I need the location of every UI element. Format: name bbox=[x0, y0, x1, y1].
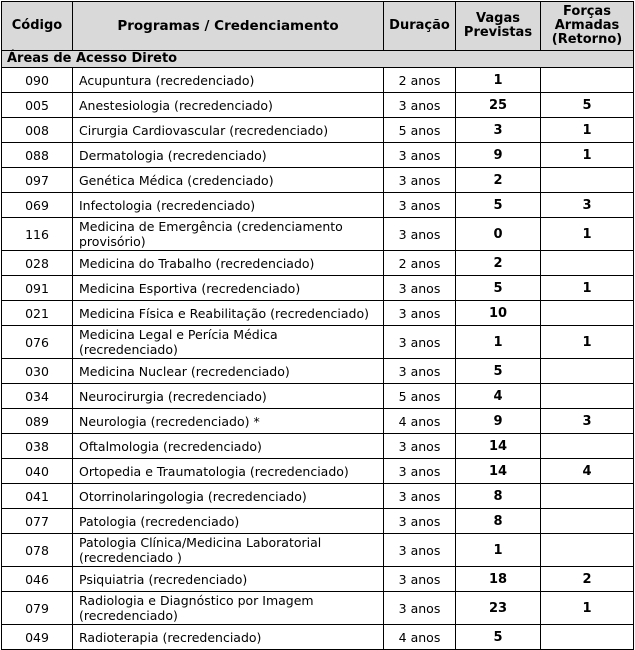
cell-forcas: 1 bbox=[541, 218, 634, 251]
cell-duracao: 2 anos bbox=[384, 68, 456, 93]
table-row bbox=[2, 68, 634, 93]
cell-duracao: 3 anos bbox=[384, 509, 456, 534]
cell-programa: Acupuntura (recredenciado) bbox=[73, 68, 384, 93]
programs-table bbox=[1, 1, 634, 650]
table-row bbox=[2, 251, 634, 276]
cell-codigo: 089 bbox=[2, 409, 73, 434]
cell-codigo: 090 bbox=[2, 68, 73, 93]
cell-programa: Ortopedia e Traumatologia (recredenciado) bbox=[73, 459, 384, 484]
table-row bbox=[2, 509, 634, 534]
cell-codigo: 005 bbox=[2, 93, 73, 118]
cell-forcas: 3 bbox=[541, 193, 634, 218]
cell-duracao: 3 anos bbox=[384, 93, 456, 118]
cell-duracao: 3 anos bbox=[384, 143, 456, 168]
cell-programa: Cirurgia Cardiovascular (recredenciado) bbox=[73, 118, 384, 143]
cell-duracao: 3 anos bbox=[384, 359, 456, 384]
cell-forcas: 1 bbox=[541, 592, 634, 625]
cell-duracao: 3 anos bbox=[384, 484, 456, 509]
cell-programa: Neurocirurgia (recredenciado) bbox=[73, 384, 384, 409]
cell-duracao: 3 anos bbox=[384, 326, 456, 359]
table-row bbox=[2, 301, 634, 326]
cell-forcas: 1 bbox=[541, 118, 634, 143]
section-row bbox=[2, 51, 634, 68]
cell-codigo: 034 bbox=[2, 384, 73, 409]
section-title: Áreas de Acesso Direto bbox=[2, 51, 634, 68]
cell-codigo: 088 bbox=[2, 143, 73, 168]
cell-codigo: 030 bbox=[2, 359, 73, 384]
cell-forcas bbox=[541, 534, 634, 567]
table-row bbox=[2, 276, 634, 301]
cell-codigo: 079 bbox=[2, 592, 73, 625]
cell-vagas: 1 bbox=[456, 534, 541, 567]
table-row bbox=[2, 218, 634, 251]
cell-programa: Neurologia (recredenciado) * bbox=[73, 409, 384, 434]
cell-duracao: 5 anos bbox=[384, 384, 456, 409]
table-row bbox=[2, 434, 634, 459]
cell-vagas: 5 bbox=[456, 193, 541, 218]
cell-codigo: 097 bbox=[2, 168, 73, 193]
table-row bbox=[2, 567, 634, 592]
cell-codigo: 116 bbox=[2, 218, 73, 251]
table-row bbox=[2, 409, 634, 434]
cell-vagas: 5 bbox=[456, 276, 541, 301]
header-duracao: Duração bbox=[384, 2, 456, 51]
cell-vagas: 23 bbox=[456, 592, 541, 625]
cell-programa: Radioterapia (recredenciado) bbox=[73, 625, 384, 650]
cell-duracao: 3 anos bbox=[384, 592, 456, 625]
header-codigo: Código bbox=[2, 2, 73, 51]
cell-forcas: 1 bbox=[541, 143, 634, 168]
cell-vagas: 3 bbox=[456, 118, 541, 143]
cell-vagas: 2 bbox=[456, 251, 541, 276]
cell-duracao: 3 anos bbox=[384, 193, 456, 218]
cell-duracao: 4 anos bbox=[384, 409, 456, 434]
cell-programa: Otorrinolaringologia (recredenciado) bbox=[73, 484, 384, 509]
table-row bbox=[2, 193, 634, 218]
cell-vagas: 5 bbox=[456, 625, 541, 650]
cell-forcas bbox=[541, 251, 634, 276]
cell-duracao: 3 anos bbox=[384, 534, 456, 567]
cell-vagas: 0 bbox=[456, 218, 541, 251]
cell-forcas: 1 bbox=[541, 326, 634, 359]
cell-programa: Patologia Clínica/Medicina Laboratorial (recredenciado ) bbox=[73, 534, 384, 567]
table-row bbox=[2, 484, 634, 509]
cell-codigo: 046 bbox=[2, 567, 73, 592]
table-row bbox=[2, 459, 634, 484]
cell-vagas: 8 bbox=[456, 509, 541, 534]
cell-forcas: 3 bbox=[541, 409, 634, 434]
cell-duracao: 2 anos bbox=[384, 251, 456, 276]
cell-programa: Medicina Física e Reabilitação (recredenciado) bbox=[73, 301, 384, 326]
cell-programa: Medicina de Emergência (credenciamento provisório) bbox=[73, 218, 384, 251]
cell-duracao: 4 anos bbox=[384, 625, 456, 650]
cell-duracao: 5 anos bbox=[384, 118, 456, 143]
cell-vagas: 4 bbox=[456, 384, 541, 409]
cell-codigo: 078 bbox=[2, 534, 73, 567]
cell-vagas: 1 bbox=[456, 326, 541, 359]
cell-vagas: 8 bbox=[456, 484, 541, 509]
cell-programa: Infectologia (recredenciado) bbox=[73, 193, 384, 218]
cell-codigo: 038 bbox=[2, 434, 73, 459]
cell-duracao: 3 anos bbox=[384, 459, 456, 484]
cell-duracao: 3 anos bbox=[384, 168, 456, 193]
cell-duracao: 3 anos bbox=[384, 434, 456, 459]
cell-codigo: 028 bbox=[2, 251, 73, 276]
cell-forcas: 4 bbox=[541, 459, 634, 484]
table-row bbox=[2, 143, 634, 168]
cell-vagas: 18 bbox=[456, 567, 541, 592]
table-row bbox=[2, 118, 634, 143]
cell-forcas bbox=[541, 484, 634, 509]
cell-codigo: 008 bbox=[2, 118, 73, 143]
cell-forcas bbox=[541, 625, 634, 650]
cell-duracao: 3 anos bbox=[384, 276, 456, 301]
cell-vagas: 1 bbox=[456, 68, 541, 93]
cell-programa: Medicina Esportiva (recredenciado) bbox=[73, 276, 384, 301]
cell-codigo: 021 bbox=[2, 301, 73, 326]
cell-codigo: 069 bbox=[2, 193, 73, 218]
table-row bbox=[2, 384, 634, 409]
cell-programa: Medicina do Trabalho (recredenciado) bbox=[73, 251, 384, 276]
cell-programa: Medicina Legal e Perícia Médica (recredenciado) bbox=[73, 326, 384, 359]
cell-codigo: 077 bbox=[2, 509, 73, 534]
table-header-row bbox=[2, 2, 634, 51]
cell-forcas: 5 bbox=[541, 93, 634, 118]
header-forcas: Forças Armadas (Retorno) bbox=[541, 2, 634, 51]
cell-forcas bbox=[541, 68, 634, 93]
cell-forcas bbox=[541, 359, 634, 384]
header-vagas: Vagas Previstas bbox=[456, 2, 541, 51]
cell-programa: Anestesiologia (recredenciado) bbox=[73, 93, 384, 118]
cell-forcas bbox=[541, 509, 634, 534]
cell-programa: Radiologia e Diagnóstico por Imagem (recredenciado) bbox=[73, 592, 384, 625]
cell-vagas: 10 bbox=[456, 301, 541, 326]
cell-vagas: 25 bbox=[456, 93, 541, 118]
cell-vagas: 14 bbox=[456, 434, 541, 459]
table-row bbox=[2, 592, 634, 625]
cell-duracao: 3 anos bbox=[384, 567, 456, 592]
cell-codigo: 041 bbox=[2, 484, 73, 509]
cell-vagas: 5 bbox=[456, 359, 541, 384]
cell-forcas: 1 bbox=[541, 276, 634, 301]
table-row bbox=[2, 534, 634, 567]
cell-forcas bbox=[541, 168, 634, 193]
cell-vagas: 9 bbox=[456, 143, 541, 168]
cell-programa: Medicina Nuclear (recredenciado) bbox=[73, 359, 384, 384]
cell-programa: Oftalmologia (recredenciado) bbox=[73, 434, 384, 459]
cell-programa: Dermatologia (recredenciado) bbox=[73, 143, 384, 168]
cell-vagas: 2 bbox=[456, 168, 541, 193]
cell-duracao: 3 anos bbox=[384, 218, 456, 251]
cell-forcas bbox=[541, 301, 634, 326]
cell-vagas: 14 bbox=[456, 459, 541, 484]
cell-forcas: 2 bbox=[541, 567, 634, 592]
table-row bbox=[2, 326, 634, 359]
cell-forcas bbox=[541, 384, 634, 409]
cell-forcas bbox=[541, 434, 634, 459]
table-row bbox=[2, 168, 634, 193]
cell-vagas: 9 bbox=[456, 409, 541, 434]
table-row bbox=[2, 625, 634, 650]
cell-codigo: 091 bbox=[2, 276, 73, 301]
cell-codigo: 076 bbox=[2, 326, 73, 359]
cell-duracao: 3 anos bbox=[384, 301, 456, 326]
cell-codigo: 040 bbox=[2, 459, 73, 484]
cell-codigo: 049 bbox=[2, 625, 73, 650]
cell-programa: Patologia (recredenciado) bbox=[73, 509, 384, 534]
cell-programa: Genética Médica (credenciado) bbox=[73, 168, 384, 193]
header-programas: Programas / Credenciamento bbox=[73, 2, 384, 51]
cell-programa: Psiquiatria (recredenciado) bbox=[73, 567, 384, 592]
table-row bbox=[2, 93, 634, 118]
table-row bbox=[2, 359, 634, 384]
